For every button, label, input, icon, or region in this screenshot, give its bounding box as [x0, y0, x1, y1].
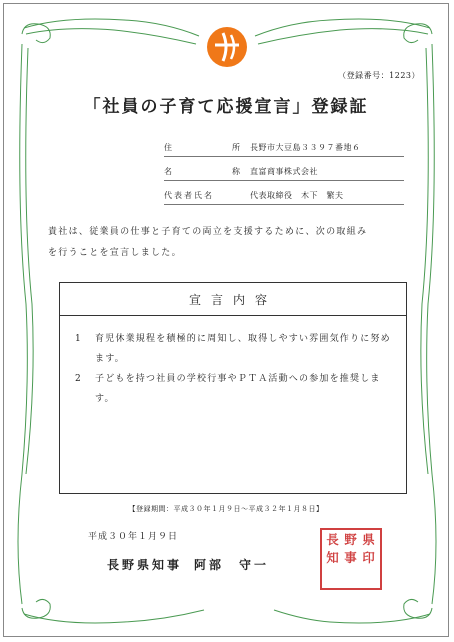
info-value-representative: 代表取締役 木下 繁夫	[250, 191, 344, 200]
declaration-item-text: 育児休業規程を積極的に周知し、取得しやすい雰囲気作りに努め	[95, 334, 391, 344]
info-value-address: 長野市大豆島３３９７番地６	[250, 143, 361, 152]
intro-line: を行うことを宣言しました。	[48, 248, 182, 258]
issuer	[107, 556, 281, 573]
logo-mark-icon	[206, 26, 248, 68]
declaration-item-text: ます。	[95, 354, 125, 364]
intro-line: 貴社は、従業員の仕事と子育ての両立を支援するために、次の取組み	[48, 227, 368, 237]
declaration-heading: 宣言内容	[188, 293, 277, 307]
info-row-address	[164, 140, 404, 157]
declaration-box	[59, 282, 407, 494]
info-label-address: 住 所	[164, 143, 240, 152]
info-label-company: 名 称	[164, 167, 240, 176]
info-value-company: 直富商事株式会社	[250, 167, 318, 176]
certificate-title: 「社員の子育て応援宣言」登録証	[83, 97, 369, 117]
certificate-page	[3, 3, 449, 637]
registration-number: （登録番号：1223）	[338, 71, 420, 80]
registration-period: 【登録期間：平成３０年１月９日～平成３２年１月８日】	[128, 505, 324, 513]
declaration-divider	[60, 315, 406, 316]
issuer-name: 阿部 守一	[194, 558, 270, 572]
issue-date: 平成３０年１月９日	[88, 532, 179, 542]
info-label-representative: 代表者氏名	[164, 191, 214, 200]
info-row-representative	[164, 188, 404, 205]
info-row-company	[164, 164, 404, 181]
declaration-item-number: 1	[75, 334, 82, 344]
declaration-item-text: 子どもを持つ社員の学校行事やＰＴＡ活動への参加を推奨しま	[95, 374, 381, 384]
declaration-item-text: す。	[95, 394, 115, 404]
issuer-title: 長野県知事	[107, 558, 183, 572]
official-seal-stamp: 県 印 野 事 長 知	[320, 528, 382, 590]
declaration-item-number: 2	[75, 374, 82, 384]
intro-paragraph	[48, 222, 418, 264]
